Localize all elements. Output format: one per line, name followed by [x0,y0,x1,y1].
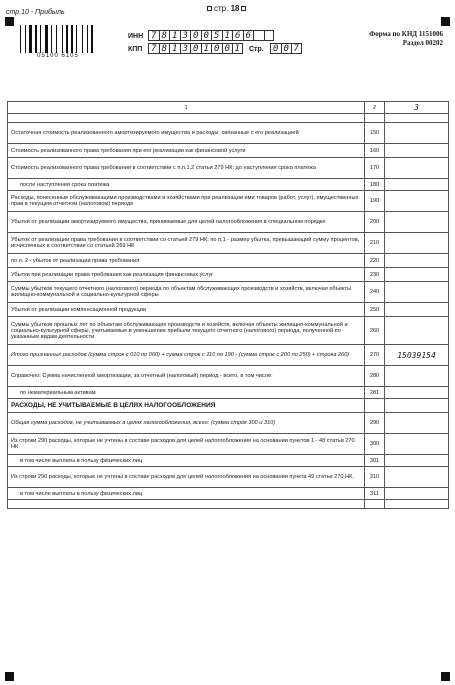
row-value[interactable] [385,399,449,413]
page-number: 18 [230,4,240,13]
digit-cell: 1 [169,30,180,41]
row-description: Справочно: Сумма начисленной амортизации, за отчетный (налоговый) период - всего, в том числе: [8,366,365,387]
barcode-bar [84,25,86,53]
row-description: Итого признанных расходов (сумма строк с 010 по 060) + сумма строк с 110 по 190 - (сумма строк с 200 по 250) + строка 260) [8,345,365,366]
row-value[interactable] [385,500,449,509]
digit-cell: 1 [232,43,243,54]
digit-cell [253,30,264,41]
row-description: РАСХОДЫ, НЕ УЧИТЫВАЕМЫЕ В ЦЕЛЯХ НАЛОГООБЛОЖЕНИЯ [8,399,365,413]
table-row [8,212,449,233]
digit-cell: 0 [190,30,201,41]
square-marker [241,6,246,11]
barcode-bar [82,25,83,53]
row-value[interactable] [385,191,449,212]
digit-cell: 3 [180,43,191,54]
table-row [8,317,449,345]
digit-cell: 7 [148,30,159,41]
column-header: 2 [365,102,385,114]
column-header: 3 [385,102,449,114]
registration-mark [5,672,14,681]
row-description: Убыток от реализации права требования в соответствии со статьей 279 НК: по п.1 - размер убытка, превышающий сумму процентов, исчисленных в соответствии со статьей 269 НК [8,233,365,254]
row-value[interactable] [385,158,449,179]
row-description: Суммы убытков текущего отчетного (налогового) периода по объектам обслуживающих производств и хозяйств, включая объекты жилищно-коммунальной и социально-культурной сферы [8,282,365,303]
barcode-bar [71,25,73,53]
row-description: Стоимость реализованного права требования в соответствии с п.п.1,2 статьи 279 НК: до наступления срока платежа [8,158,365,179]
row-description: Суммы убытков прошлых лет по объектам обслуживающих производств и хозяйств, включая объекты жилищно-коммунальной и социально-культурной сферы, учитываемые в уменьшение прибыли текущего отчетного (налогового) периода, полученной по указанным видам деятельности [8,317,365,345]
barcode-bar [51,25,52,53]
row-description: Убытки при реализации права требования как реализация финансовых услуг [8,268,365,282]
row-code [365,114,385,123]
table-row [8,345,449,366]
barcode-bar [87,25,88,53]
kpp-label: КПП [128,46,143,53]
row-code: 210 [365,233,385,254]
row-description: в том числе выплаты в пользу физических лиц [8,455,365,467]
table-row [8,413,449,434]
row-description: по п. 2 - убыток от реализации права требования [8,254,365,268]
row-code [365,399,385,413]
row-value[interactable] [385,303,449,317]
barcode-bar [66,25,68,53]
table-row [8,144,449,158]
digit-cell: 7 [291,43,302,54]
table-row [8,233,449,254]
row-description: Остаточная стоимость реализованного амортизируемого имущества и расходы, связанные с его реализацией [8,123,365,144]
page-note: стр.10 - Прибыль [6,9,65,16]
table-row [8,455,449,467]
row-code: 200 [365,212,385,233]
section-code: Раздел 00202 [402,39,443,47]
barcode-bar [94,25,95,53]
barcode-bar [64,25,65,53]
registration-mark [441,17,450,26]
row-description: Убытки от реализации компенсационной продукции [8,303,365,317]
row-code: 240 [365,282,385,303]
row-description [8,500,365,509]
form-code: Форма по КНД 1151006 [369,30,443,38]
column-header: 1 [8,102,365,114]
barcode-bar [22,25,24,53]
table-header-row [8,102,449,114]
row-code: 250 [365,303,385,317]
row-value[interactable] [385,434,449,455]
table-row [8,282,449,303]
digit-cell: 6 [243,30,254,41]
row-value[interactable]: 15039154 [385,345,449,366]
row-value[interactable] [385,282,449,303]
digit-cell: 5 [211,30,222,41]
page-number-block [205,4,248,13]
digit-cell: 3 [180,30,191,41]
barcode-bar [27,25,28,53]
digit-cell: 0 [201,30,212,41]
form-code-block [369,30,443,48]
barcode-bar [76,25,77,53]
barcode-bar [78,25,81,53]
row-value[interactable] [385,233,449,254]
digit-cell: 0 [211,43,222,54]
barcode-bar [49,25,50,53]
table-row [8,467,449,488]
digit-cell [264,30,275,41]
inn-field [148,30,274,41]
barcode-bar [58,25,61,53]
barcode-bar [20,25,21,53]
table-row [8,191,449,212]
table-row [8,488,449,500]
row-description: Из строки 290 расходы, которые не учтены в составе расходов для целей налогообложения на основании пунктов 1 - 48 статьи 270 НК [8,434,365,455]
row-code: 310 [365,467,385,488]
digit-cell: 7 [148,43,159,54]
row-description [8,114,365,123]
barcode-bar [29,25,32,53]
table-row [8,268,449,282]
digit-cell: 8 [159,43,170,54]
barcode-bar [45,25,48,53]
digit-cell: 0 [270,43,281,54]
row-value[interactable] [385,366,449,387]
row-code: 220 [365,254,385,268]
digit-cell: 8 [159,30,170,41]
barcode-bar [89,25,90,53]
row-value[interactable] [385,268,449,282]
row-code: 150 [365,123,385,144]
row-code: 260 [365,317,385,345]
row-code [365,500,385,509]
table-row [8,434,449,455]
row-value[interactable] [385,144,449,158]
row-value[interactable] [385,123,449,144]
row-description: после наступления срока платежа [8,179,365,191]
row-code: 170 [365,158,385,179]
barcode-bar [33,25,34,53]
expenses-table [7,101,449,509]
row-code: 311 [365,488,385,500]
table-row [8,254,449,268]
registration-mark [5,17,14,26]
row-value[interactable] [385,387,449,399]
digit-cell: 1 [222,30,233,41]
row-value[interactable] [385,455,449,467]
registration-mark [441,672,450,681]
row-value[interactable] [385,467,449,488]
table-row [8,303,449,317]
digit-cell: 6 [232,30,243,41]
row-description: Общая сумма расходов, не учитываемых в целях налогообложения, всего: (сумма строк 300 и 310) [8,413,365,434]
row-description: Убытки от реализации амортизируемого имущества, принимаемые для целей налогообложения в специальном порядке [8,212,365,233]
barcode-bar [53,25,55,53]
digit-cell: 0 [190,43,201,54]
row-description: Из строки 290 расходы, которые не учтены в составе расходов для целей налогообложения на основании пункта 49 статьи 270 НК, [8,467,365,488]
barcode-bar [62,25,63,53]
row-code: 300 [365,434,385,455]
page-field [270,43,302,54]
row-code: 180 [365,179,385,191]
table-row [8,123,449,144]
barcode-bar [42,25,44,53]
barcode-number: 05100 6105 [37,53,79,59]
barcode [20,25,96,53]
square-marker [207,6,212,11]
row-code: 301 [365,455,385,467]
row-code: 230 [365,268,385,282]
row-value[interactable] [385,114,449,123]
row-value[interactable] [385,317,449,345]
table-row [8,366,449,387]
row-value[interactable] [385,488,449,500]
barcode-bar [69,25,70,53]
digit-cell: 1 [169,43,180,54]
row-description: Стоимость реализованного права требования при его реализации как финансовой услуги [8,144,365,158]
kpp-field [148,43,243,54]
barcode-bar [40,25,41,53]
row-code: 290 [365,413,385,434]
row-value[interactable] [385,179,449,191]
page-field-label: Стр. [249,46,264,53]
row-code: 190 [365,191,385,212]
table-row [8,114,449,123]
barcode-bar [56,25,57,53]
barcode-bar [38,25,39,53]
inn-label: ИНН [128,33,144,40]
digit-cell: 1 [201,43,212,54]
table-row [8,158,449,179]
table-row [8,179,449,191]
row-description: в том числе выплаты в пользу физических лиц [8,488,365,500]
digit-cell: 0 [222,43,233,54]
row-description: Расходы, понесенные обслуживающими производствами и хозяйствами при реализации ими товаров (работ, услуг), имущественных прав в текущем отчетном (налоговом) периоде [8,191,365,212]
barcode-bar [91,25,93,53]
page-label: стр. [214,4,229,13]
row-description: по нематериальным активам [8,387,365,399]
table-row [8,387,449,399]
barcode-bar [25,25,26,53]
row-code: 270 [365,345,385,366]
table-row [8,399,449,413]
row-code: 280 [365,366,385,387]
table-row [8,500,449,509]
row-code: 281 [365,387,385,399]
barcode-bar [35,25,37,53]
row-value[interactable] [385,212,449,233]
row-value[interactable] [385,413,449,434]
row-code: 160 [365,144,385,158]
row-value[interactable] [385,254,449,268]
barcode-bar [74,25,75,53]
digit-cell: 0 [281,43,292,54]
